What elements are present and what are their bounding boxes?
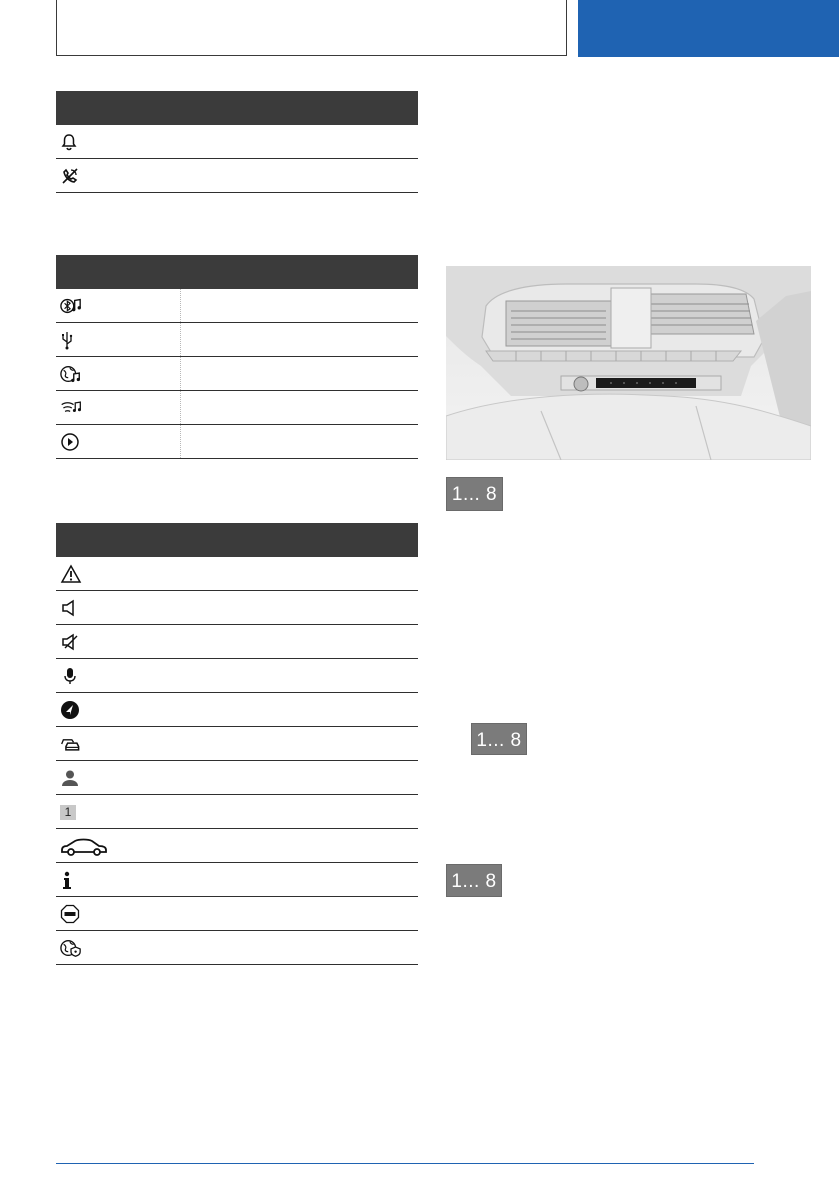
wifi-audio-icon [60,398,82,418]
warning-triangle-icon [60,564,82,584]
header-frame [56,0,567,56]
footer-rule [56,1163,754,1164]
table-header [56,91,418,125]
play-circle-icon [60,432,82,452]
table-row [56,159,418,193]
table-row [56,425,418,459]
phone-crossed-icon [60,166,82,186]
dashboard-photo [446,266,811,460]
table-row [56,391,418,425]
table-row [56,557,418,591]
table-row [56,693,418,727]
table-header [56,255,418,289]
table-row [56,323,418,357]
table-header [56,523,418,557]
favorite-buttons-badge: 1... 8 [471,723,527,755]
table-audio-sources [56,255,418,459]
number-badge: 1 [60,805,76,820]
table-row [56,591,418,625]
microphone-icon [60,666,82,686]
table-row [56,727,418,761]
table-row [56,931,418,965]
table-row [56,795,418,829]
table-row [56,357,418,391]
table-notifications [56,91,418,193]
traffic-cars-icon [60,734,82,754]
table-row [56,897,418,931]
favorite-buttons-badge: 1... 8 [446,864,502,897]
stop-sign-icon [60,904,82,924]
online-protected-icon [60,938,82,958]
table-row [56,125,418,159]
info-icon [60,870,82,890]
bell-icon [60,132,82,152]
favorite-buttons-badge: 1... 8 [446,477,503,511]
table-row [56,659,418,693]
usb-icon [60,330,82,350]
navigation-arrow-icon [60,700,82,720]
number-badge-icon [60,802,82,822]
speaker-mute-icon [60,632,82,652]
bluetooth-audio-icon [60,296,82,316]
chapter-tab [578,0,839,57]
speaker-icon [60,598,82,618]
user-icon [60,768,82,788]
table-row [56,761,418,795]
car-icon [60,836,110,856]
table-row [56,863,418,897]
table-row [56,829,418,863]
table-status-symbols [56,523,418,965]
online-music-icon [60,364,82,384]
table-row [56,289,418,323]
table-row [56,625,418,659]
